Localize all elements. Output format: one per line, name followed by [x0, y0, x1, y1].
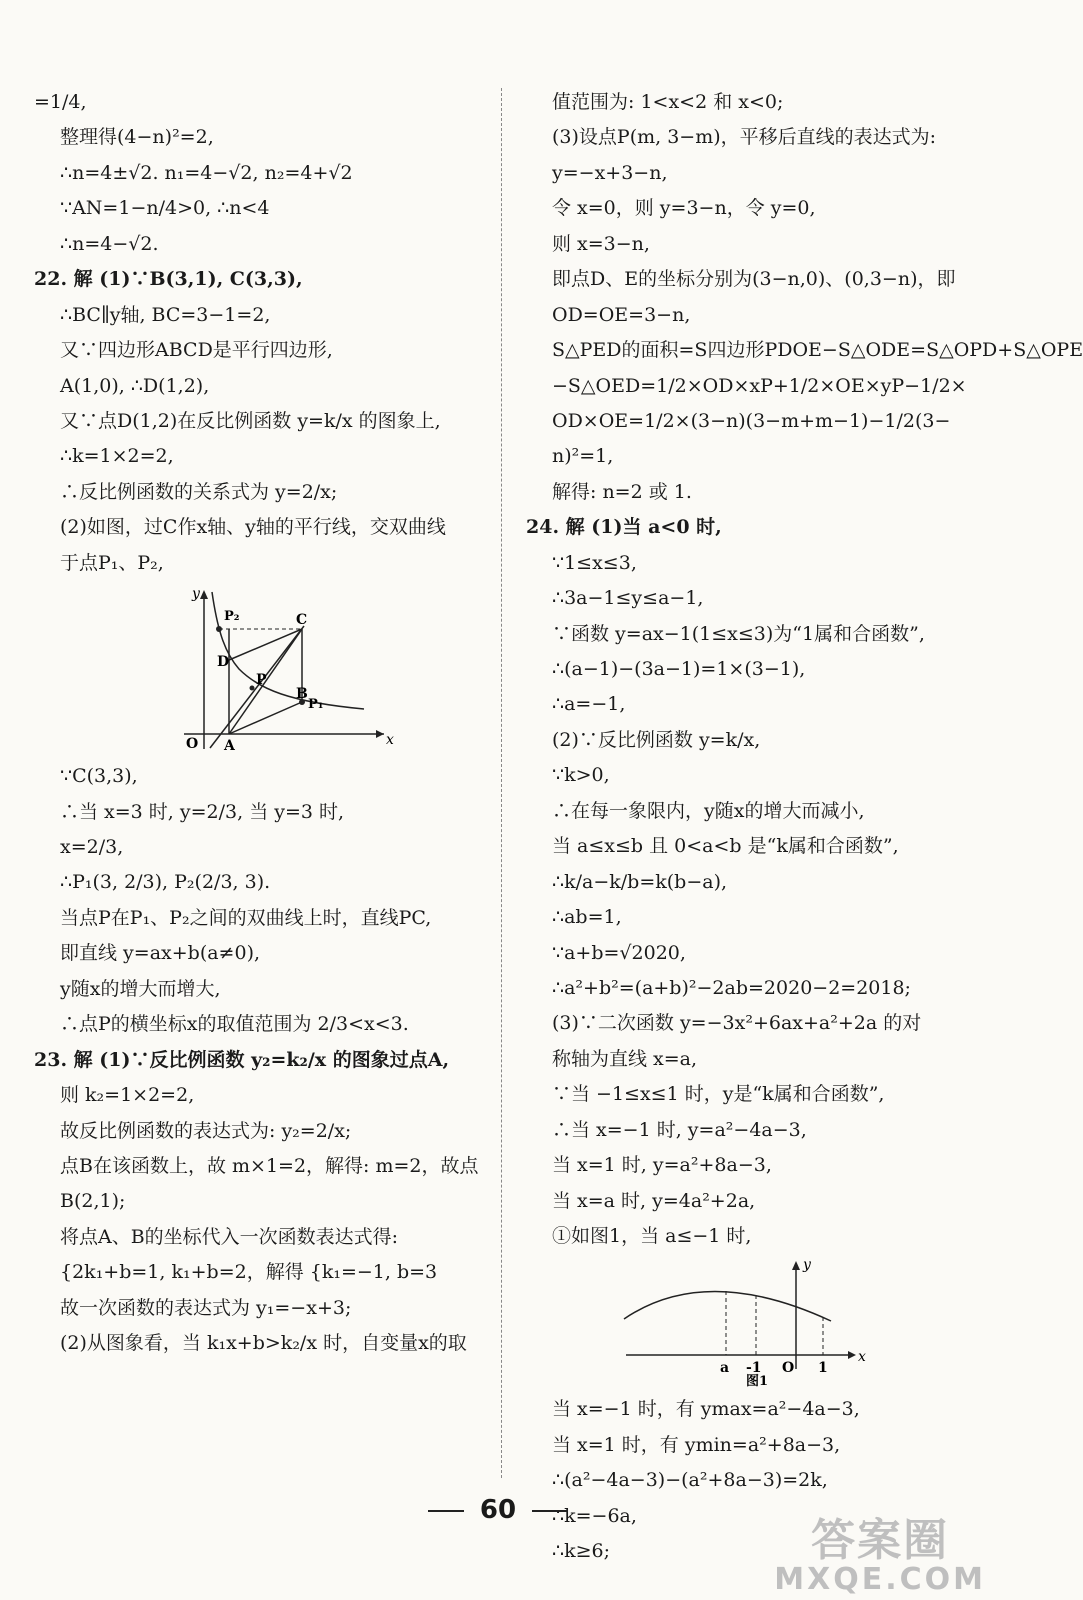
text-line: 故反比例函数的表达式为: y₂=2/x;	[60, 1119, 352, 1142]
text-line: −S△OED=1/2×OD×xP+1/2×OE×yP−1/2×	[552, 374, 967, 397]
text-line: 将点A、B的坐标代入一次函数表达式得:	[60, 1225, 399, 1248]
text-line: 即直线 y=ax+b(a≠0),	[60, 942, 261, 965]
footer-dash-right	[532, 1510, 568, 1512]
fig1-label-one: 1	[818, 1360, 828, 1377]
text-line: y=−x+3−n,	[552, 161, 668, 184]
text-line: S△PED的面积=S四边形PDOE−S△ODE=S△OPD+S△OPE	[552, 339, 1083, 362]
text-line: 令 x=0，则 y=3−n，令 y=0,	[552, 197, 816, 220]
text-line: ∴k/a−k/b=k(b−a),	[552, 870, 728, 893]
text-line: 解得: n=2 或 1.	[552, 480, 692, 503]
question-24-heading: 24. 解 (1)当 a<0 时,	[526, 516, 722, 539]
text-line: 又∵点D(1,2)在反比例函数 y=k/x 的图象上,	[60, 409, 441, 432]
fig1-label-x: x	[858, 1349, 866, 1366]
text-line: ∴a=−1,	[552, 693, 626, 716]
left-column	[34, 88, 480, 1365]
text-line: B(2,1);	[60, 1190, 126, 1213]
text-line: (2)如图，过C作x轴、y轴的平行线，交双曲线	[60, 516, 446, 539]
figure-1-parabola	[526, 1257, 972, 1390]
text-line: x=2/3,	[60, 836, 124, 858]
text-line: ∴n=4±√2. n₁=4−√2, n₂=4+√2	[60, 161, 353, 184]
fig22-label-c: C	[296, 612, 308, 629]
text-line: ∴当 x=3 时, y=2/3, 当 y=3 时,	[60, 800, 345, 823]
text-line: ∵函数 y=ax−1(1≤x≤3)为“1属和合函数”,	[552, 622, 925, 645]
fig22-label-x: x	[386, 732, 394, 749]
watermark-url: MXQE.COM	[774, 1562, 986, 1597]
text-line: OD=OE=3−n,	[552, 303, 691, 326]
text-line: (3)∵二次函数 y=−3x²+6ax+a²+2a 的对	[552, 1012, 922, 1035]
text-line: ∴a²+b²=(a+b)²−2ab=2020−2=2018;	[552, 976, 911, 999]
text-line: (2)从图象看，当 k₁x+b>k₂/x 时，自变量x的取	[60, 1332, 467, 1355]
text-line: ∵C(3,3),	[60, 765, 138, 788]
text-line: 当 x=1 时，有 ymin=a²+8a−3,	[552, 1433, 841, 1456]
text-line: 当 x=−1 时，有 ymax=a²−4a−3,	[552, 1398, 860, 1421]
text-line: n)²=1,	[552, 445, 614, 468]
text-line: 整理得(4−n)²=2,	[60, 126, 214, 149]
fig1-label-y: y	[803, 1257, 811, 1274]
text-line: 当 a≤x≤b 且 0<a<b 是“k属和合函数”,	[552, 835, 899, 858]
text-line: ∴(a²−4a−3)−(a²+8a−3)=2k,	[552, 1469, 828, 1492]
fig22-label-o: O	[186, 736, 199, 753]
text-line: 当 x=1 时, y=a²+8a−3,	[552, 1154, 772, 1177]
fig1-caption: 图1	[746, 1374, 769, 1390]
text-line: 则 k₂=1×2=2,	[60, 1084, 195, 1107]
text-line: ∴在每一象限内，y随x的增大而减小,	[552, 799, 865, 822]
text-line: 故一次函数的表达式为 y₁=−x+3;	[60, 1296, 352, 1319]
text-line: 称轴为直线 x=a,	[552, 1047, 698, 1070]
text-line: 于点P₁、P₂,	[60, 551, 164, 574]
text-line: 则 x=3−n,	[552, 232, 650, 255]
text-line: 当 x=a 时, y=4a²+2a,	[552, 1189, 756, 1212]
fig1-label-o: O	[782, 1360, 795, 1377]
text-line: ∵a+b=√2020,	[552, 941, 686, 964]
text-line: y随x的增大而增大,	[60, 977, 221, 1000]
figure-22-hyperbola	[34, 584, 480, 754]
fig22-label-p: P	[256, 672, 267, 689]
text-line: ∵AN=1−n/4>0, ∴n<4	[60, 197, 270, 220]
page-number: 60	[479, 1495, 517, 1525]
column-divider	[501, 88, 502, 1478]
watermark	[774, 1515, 986, 1597]
question-22-heading: 22. 解 (1)∵B(3,1), C(3,3),	[34, 268, 303, 291]
text-line: ∴当 x=−1 时, y=a²−4a−3,	[552, 1118, 807, 1141]
text-line: ∴反比例函数的关系式为 y=2/x;	[60, 480, 338, 503]
text-line: OD×OE=1/2×(3−n)(3−m+m−1)−1/2(3−	[552, 409, 951, 432]
text-line: ∵1≤x≤3,	[552, 551, 637, 574]
footer-dash-left	[428, 1510, 464, 1512]
text-line: ∴P₁(3, 2/3), P₂(2/3, 3).	[60, 871, 271, 894]
fig22-label-y: y	[192, 586, 200, 603]
text-line: {2k₁+b=1, k₁+b=2，解得 {k₁=−1, b=3	[60, 1261, 438, 1284]
text-line: 即点D、E的坐标分别为(3−n,0)、(0,3−n)，即	[552, 268, 956, 291]
text-line: ∴3a−1≤y≤a−1,	[552, 587, 704, 610]
fig22-label-p1: P₁	[308, 697, 324, 713]
text-line: ∴k≥6;	[552, 1540, 611, 1563]
text-line: ∴k=1×2=2,	[60, 445, 174, 468]
text-line: ∴ab=1,	[552, 906, 622, 929]
text-line: =1/4,	[34, 91, 87, 113]
question-23-heading: 23. 解 (1)∵反比例函数 y₂=k₂/x 的图象过点A,	[34, 1048, 450, 1071]
fig1-label-minus-one: -1	[746, 1360, 762, 1377]
fig22-label-b: B	[296, 686, 308, 703]
watermark-logo-text: 答案圈	[811, 1515, 950, 1566]
text-line: 又∵四边形ABCD是平行四边形,	[60, 339, 333, 362]
right-column	[526, 88, 1083, 1573]
text-line: ∴k=−6a,	[552, 1504, 637, 1527]
fig1-label-a: a	[720, 1360, 730, 1377]
text-line: ①如图1，当 a≤−1 时,	[552, 1225, 752, 1247]
text-line: A(1,0), ∴D(1,2),	[60, 374, 210, 397]
text-line: ∴点P的横坐标x的取值范围为 2/3<x<3.	[60, 1013, 409, 1036]
text-line: ∴n=4−√2.	[60, 232, 159, 255]
text-line: (3)设点P(m, 3−m)，平移后直线的表达式为:	[552, 126, 937, 149]
text-line: ∴(a−1)−(3a−1)=1×(3−1),	[552, 658, 806, 680]
text-line: (2)∵反比例函数 y=k/x,	[552, 728, 761, 751]
text-line: ∴BC∥y轴, BC=3−1=2,	[60, 303, 271, 326]
text-line: 当点P在P₁、P₂之间的双曲线上时，直线PC,	[60, 906, 432, 929]
text-line: ∵k>0,	[552, 764, 610, 787]
fig22-label-a: A	[224, 738, 235, 755]
fig22-label-d: D	[217, 654, 230, 671]
text-line: ∵当 −1≤x≤1 时，y是“k属和合函数”,	[552, 1083, 885, 1106]
fig22-label-p2: P₂	[224, 609, 240, 625]
text-line: 点B在该函数上，故 m×1=2，解得: m=2，故点	[60, 1154, 479, 1177]
text-line: 值范围为: 1<x<2 和 x<0;	[552, 91, 784, 113]
